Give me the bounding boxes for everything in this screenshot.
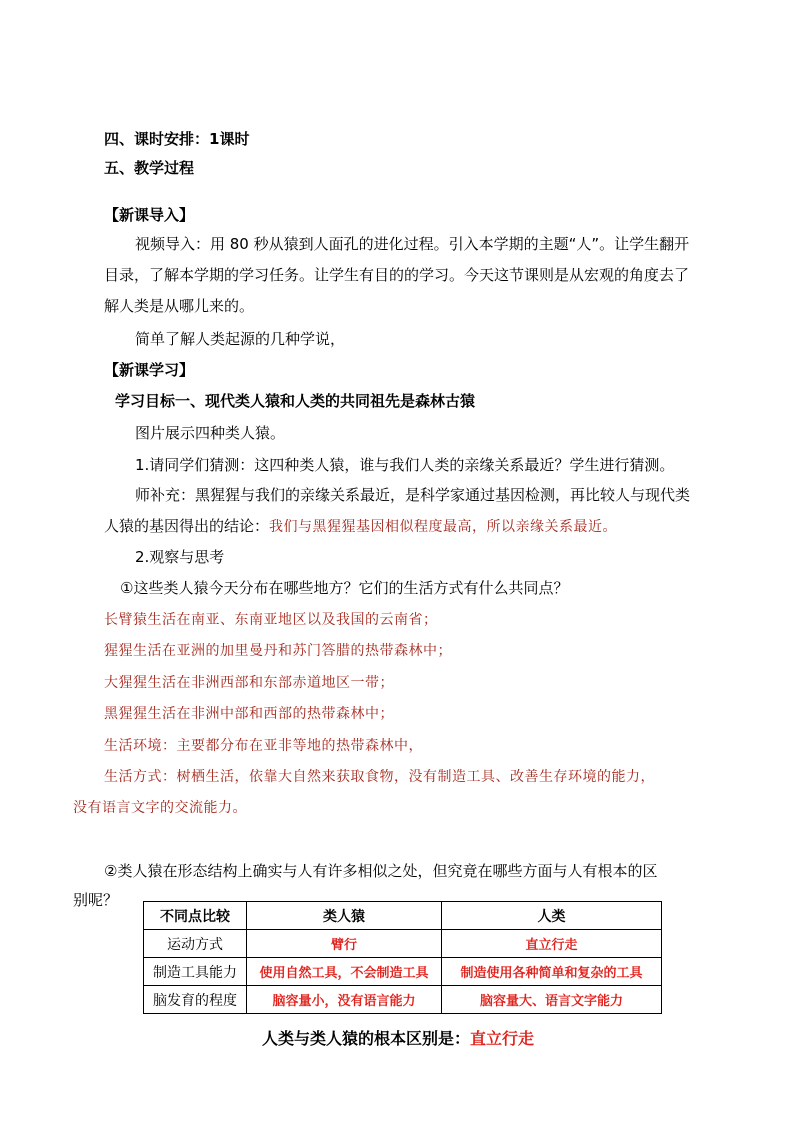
intro-line-2: 目录，了解本学期的学习任务。让学生有目的的学习。今天这节课则是从宏观的角度去了	[104, 266, 690, 284]
schedule-heading: 四、课时安排：1课时	[104, 130, 250, 148]
human-cell: 直立行走	[442, 930, 662, 958]
question-1: 1.请同学们猜测：这四种类人猿，谁与我们人类的亲缘关系最近？学生进行猜测。	[135, 456, 675, 474]
table-header-row	[144, 902, 662, 930]
header-cell-comparison: 不同点比较	[144, 902, 247, 930]
row-label: 运动方式	[144, 930, 247, 958]
answer-line-4: 黑猩猩生活在非洲中部和西部的热带森林中；	[104, 706, 394, 722]
header-cell-humans: 人类	[442, 902, 662, 930]
table-row	[144, 930, 662, 958]
human-cell: 脑容量大、语言文字能力	[442, 986, 662, 1014]
answer-line-5: 生活环境：主要都分布在亚非等地的热带森林中，	[104, 738, 423, 754]
answer-line-7: 没有语言文字的交流能力。	[73, 800, 247, 816]
header-cell-apes: 类人猿	[247, 902, 442, 930]
row-label: 脑发育的程度	[144, 986, 247, 1014]
answer-line-2: 猩猩生活在亚洲的加里曼丹和苏门答腊的热带森林中；	[104, 643, 452, 659]
intro-line-3: 解人类是从哪儿来的。	[104, 297, 255, 315]
answer-line-1: 长臂猿生活在南亚、东南亚地区以及我国的云南省；	[104, 612, 438, 628]
ape-cell: 臂行	[247, 930, 442, 958]
human-cell: 制造使用各种简单和复杂的工具	[442, 958, 662, 986]
conclusion-answer: 直立行走	[470, 1029, 535, 1048]
table-row	[144, 958, 662, 986]
teacher-line-1: 师补充：黑猩猩与我们的亲缘关系最近，是科学家通过基因检测，再比较人与现代类	[135, 486, 691, 504]
teacher-line-2	[104, 515, 617, 536]
question-2: 2.观察与思考	[135, 548, 225, 566]
table-row	[144, 986, 662, 1014]
conclusion	[262, 1026, 534, 1049]
answer-line-3: 大猩猩生活在非洲西部和东部赤道地区一带；	[104, 675, 394, 691]
teacher-line-2-answer: 我们与黑猩猩基因相似程度最高，所以亲缘关系最近。	[269, 519, 618, 535]
conclusion-prefix: 人类与类人猿的根本区别是：	[262, 1029, 471, 1048]
intro-brief: 简单了解人类起源的几种学说，	[135, 330, 346, 348]
row-label: 制造工具能力	[144, 958, 247, 986]
intro-line-1: 视频导入：用 80 秒从猿到人面孔的进化过程。引入本学期的主题“人”。让学生翻开	[135, 235, 690, 253]
teacher-line-2-prefix: 人猿的基因得出的结论：	[104, 517, 270, 535]
ape-cell: 脑容量小，没有语言能力	[247, 986, 442, 1014]
question-2b-line-1: ②类人猿在形态结构上确实与人有许多相似之处，但究竟在哪些方面与人有根本的区	[104, 862, 658, 880]
comparison-table	[143, 901, 662, 1014]
intro-heading: 【新课导入】	[104, 206, 195, 224]
process-heading: 五、教学过程	[104, 159, 195, 177]
study-goal: 学习目标一、现代类人猿和人类的共同祖先是森林古猿	[115, 392, 476, 410]
question-2b-line-2: 别呢？	[73, 891, 119, 909]
question-2a: ①这些类人猿今天分布在哪些地方？它们的生活方式有什么共同点？	[120, 579, 569, 597]
ape-cell: 使用自然工具，不会制造工具	[247, 958, 442, 986]
answer-line-6: 生活方式：树栖生活，依靠大自然来获取食物，没有制造工具、改善生存环境的能力，	[104, 769, 655, 785]
study-heading: 【新课学习】	[104, 361, 195, 379]
study-show: 图片展示四种类人猿。	[135, 424, 286, 442]
